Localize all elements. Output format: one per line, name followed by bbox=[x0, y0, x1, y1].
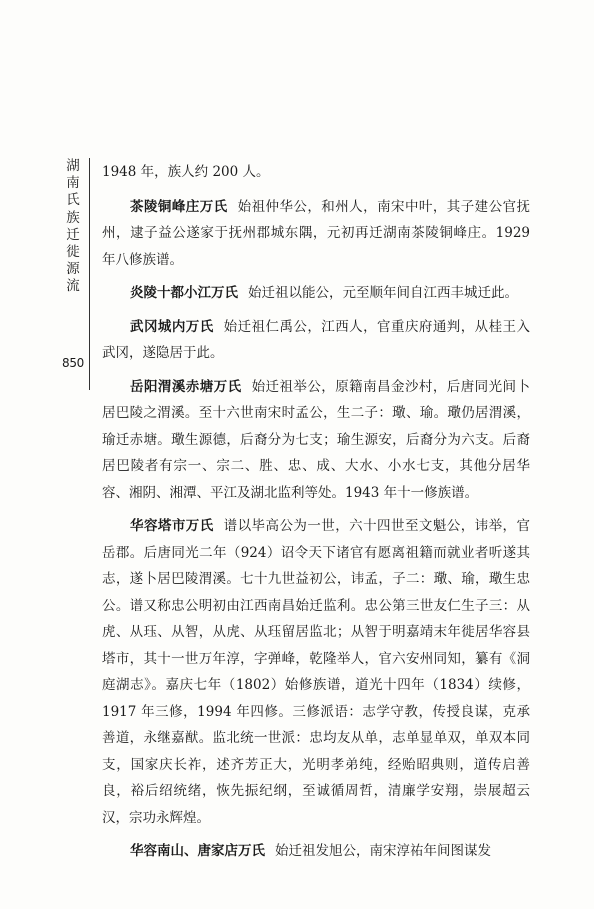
clan-heading: 炎陵十都小江万氏 bbox=[130, 285, 238, 301]
clan-entry-huarong-tashi bbox=[102, 513, 530, 831]
paragraph-continued bbox=[102, 159, 530, 186]
clan-heading: 岳阳渭溪赤塘万氏 bbox=[130, 378, 242, 395]
clan-entry-chaling-tongfengzhuang bbox=[102, 194, 530, 274]
clan-description: 谱以毕高公为一世，六十四世至文魁公，讳举，官岳郡。后唐同光二年（924）诏令天下诸官有愿离祖籍而就业者听遂其志，遂卜居巴陵渭溪。七十九世益初公，讳孟，子二：璥、瑜，璥生忠公。谱又称忠公明初由江西南昌始迁监利。忠公第三世友仁生子三：从虎、从珏、从智，从虎、从珏留居监北；从智于明嘉靖末年徙居华容县塔市，其十一世万年淳，字弹峰，乾隆举人，官六安州同知，纂有《洞庭湖志》。嘉庆七年（1802）始修族谱，道光十四年（1834）续修，1917 年三修，1994 年四修。三修派语：志学守教，传授良谋，克承善道，永继嘉猷。监北统一世派：忠均友从单，志单显单双，单双本同支，国家庆长祚，述齐芳正大，光明孝弟纯，经贻昭典则，道传启善良，裕后绍统绪，恢先振纪纲，至诚循周哲，清廉学安翔，崇展超云汉，宗功永辉煌。 bbox=[102, 518, 531, 826]
side-divider-rule bbox=[89, 158, 90, 390]
clan-entry-yanling-xiaojiang bbox=[102, 280, 530, 307]
clan-heading: 武冈城内万氏 bbox=[130, 318, 214, 335]
clan-entry-yueyang-chitang bbox=[102, 374, 530, 507]
clan-entry-wugang-chengnei bbox=[102, 314, 530, 367]
clan-description: 始迁祖以能公，元至顺年间自江西丰城迁此。 bbox=[248, 285, 518, 301]
clan-heading: 华容塔市万氏 bbox=[130, 518, 214, 534]
clan-description: 始迁祖仁禹公，江西人，官重庆府通判，从桂王入武冈，遂隐居于此。 bbox=[102, 318, 531, 361]
clan-entry-huarong-nanshan bbox=[102, 838, 530, 865]
side-running-title: 湖南氏族迁徙源流 bbox=[66, 158, 80, 295]
page-body bbox=[102, 159, 530, 872]
clan-description: 始迁祖举公，原籍南昌金沙村，后唐同光间卜居巴陵之渭溪。至十六世南宋时孟公，生二子：璥、瑜。璥仍居渭溪，瑜迁赤塘。璥生源德，后裔分为七支；瑜生源安，后裔分为六支。后裔居巴陵者有宗一、宗二、胜、忠、成、大水、小水七支，其他分居华容、湘阴、湘潭、平江及湖北监利等处。1943 年十一修族谱。 bbox=[102, 378, 531, 501]
page-number: 850 bbox=[62, 356, 85, 370]
clan-heading: 茶陵铜峰庄万氏 bbox=[130, 198, 228, 215]
clan-description: 始祖仲华公，和州人，南宋中叶，其子建公官抚州，逮子益公遂家于抚州郡城东隅，元初再迁湖南茶陵铜峰庄。1929 年八修族谱。 bbox=[102, 198, 531, 268]
clan-description: 始迁祖发旭公，南宋淳祐年间图谋发 bbox=[275, 843, 491, 859]
clan-heading: 华容南山、唐家店万氏 bbox=[130, 843, 265, 859]
paragraph-text: 1948 年，族人约 200 人。 bbox=[102, 164, 270, 180]
